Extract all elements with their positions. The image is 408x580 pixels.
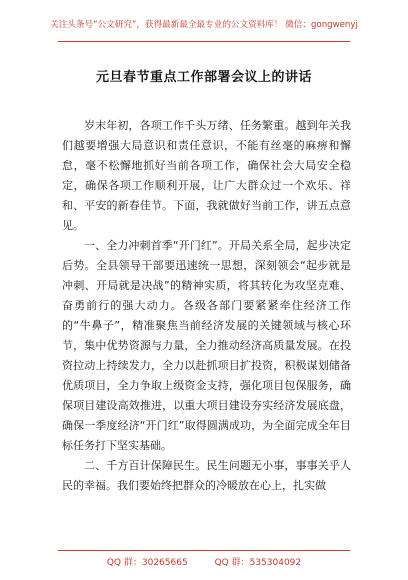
header-banner: 关注头条号“公文研究”，获得最新最全最专业的公文资料库！ 微信：gongwenyj [50,20,358,30]
footer-divider [58,550,350,551]
paragraph-section-1: 一、全力冲刺首季“开门红”。开局关系全局，起步决定后势。全县领导干部要迅速统一思想，深刻领会“起步就是冲刺、开局就是决战”的精神实质，将其转化为攻坚克难、奋勇前行的强大动力。各级各部门要紧紧牵住经济工作的“牛鼻子”，精准聚焦当前经济发展的关键领域与核心环节，集中优势资源与力量，全力推动经济高质量发展。在投资拉动上持续发力，全力以赴抓项目扩投资，积极谋划储备优质项目，全力争取上级资金支持，强化项目包保服务，确保项目建设高效推进，以重大项目建设夯实经济发展底盘，确保一季度经济“开门红”取得圆满成功，为全面完成全年目标任务打下坚实基础。 [62,239,351,452]
header-divider [58,41,350,42]
footer-qq-group-2: QQ 群：535304092 [214,558,302,568]
document-body [62,116,351,496]
document-title: 元旦春节重点工作部署会议上的讲话 [95,70,312,85]
footer [0,555,408,568]
footer-qq-group-1: QQ 群：30265665 [106,558,188,568]
paragraph-intro: 岁末年初，各项工作千头万绪、任务繁重。越到年关我们越要增强大局意识和责任意识，不能有丝毫的麻痹和懈怠，毫不松懈地抓好当前各项工作，确保社会大局安全稳定，确保各项工作顺利开展，让广大群众过一个欢乐、祥和、平安的新春佳节。下面，我就做好当前工作，讲五点意见。 [62,119,351,232]
paragraph-section-2: 二、千方百计保障民生。民生问题无小事，事事关乎人民的幸福。我们要始终把群众的冷暖放在心上，扎实做 [62,459,351,492]
